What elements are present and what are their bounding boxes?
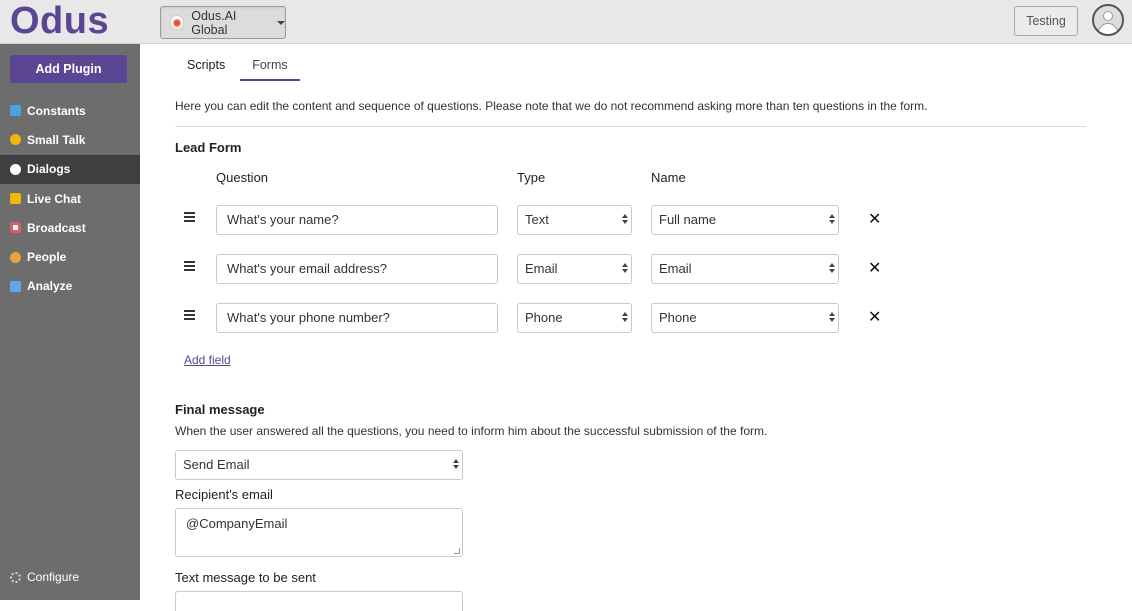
app-logo[interactable]: Odus xyxy=(10,0,110,42)
sidebar-item-label: Analyze xyxy=(27,279,73,294)
final-message-description: When the user answered all the questions, you need to inform him about the successful submission of the form. xyxy=(175,424,768,438)
type-select-value: Phone xyxy=(525,310,563,325)
sidebar-item-live-chat[interactable] xyxy=(0,184,140,213)
column-header-question: Question xyxy=(216,170,269,185)
people-icon xyxy=(10,252,21,263)
remove-row-icon[interactable]: ✕ xyxy=(868,260,882,277)
intro-text: Here you can edit the content and sequence of questions. Please note that we do not recommend asking more than ten questions in the form. xyxy=(175,99,928,113)
sidebar-item-label: Broadcast xyxy=(27,220,86,235)
envelope-heart-icon xyxy=(10,222,21,233)
name-select-value: Phone xyxy=(659,310,697,325)
type-select[interactable] xyxy=(517,205,632,235)
select-arrows-icon xyxy=(829,214,835,226)
question-input[interactable]: What's your name? xyxy=(216,205,498,235)
name-select-value: Email xyxy=(659,261,692,276)
name-select[interactable] xyxy=(651,205,839,235)
final-message-title: Final message xyxy=(175,402,265,417)
main-content xyxy=(140,44,1132,600)
text-message-label: Text message to be sent xyxy=(175,570,316,585)
handshake-icon xyxy=(10,193,21,204)
select-arrows-icon xyxy=(829,263,835,275)
recipient-email-label: Recipient's email xyxy=(175,487,273,502)
add-field-link[interactable]: Add field xyxy=(184,353,231,367)
waving-hand-icon xyxy=(10,134,21,145)
type-select-value: Text xyxy=(525,212,549,227)
final-action-value: Send Email xyxy=(183,457,250,472)
remove-row-icon[interactable]: ✕ xyxy=(868,211,882,228)
bar-chart-icon xyxy=(10,281,21,292)
workspace-selector[interactable] xyxy=(160,6,286,39)
sidebar-item-constants[interactable] xyxy=(0,96,140,125)
tab-forms[interactable]: Forms xyxy=(240,53,299,81)
sidebar xyxy=(0,44,140,600)
question-input[interactable]: What's your email address? xyxy=(216,254,498,284)
workspace-label: Odus.AI Global xyxy=(191,8,237,37)
column-header-type: Type xyxy=(517,170,546,185)
select-arrows-icon xyxy=(453,459,459,471)
caret-down-icon xyxy=(277,21,285,25)
select-arrows-icon xyxy=(829,312,835,324)
question-input[interactable]: What's your phone number? xyxy=(216,303,498,333)
info-icon xyxy=(10,105,21,116)
type-select[interactable] xyxy=(517,254,632,284)
sidebar-item-people[interactable] xyxy=(0,242,140,271)
sidebar-item-analyze[interactable] xyxy=(0,272,140,301)
sidebar-item-label: Dialogs xyxy=(27,162,71,177)
recipient-email-value: @CompanyEmail xyxy=(186,516,288,531)
configure-link[interactable] xyxy=(0,567,79,587)
divider xyxy=(175,126,1086,127)
sidebar-item-small-talk[interactable] xyxy=(0,125,140,154)
drag-handle-icon[interactable] xyxy=(184,212,195,222)
sidebar-item-dialogs[interactable] xyxy=(0,155,140,184)
sidebar-nav xyxy=(0,96,140,301)
sidebar-item-label: Live Chat xyxy=(27,191,82,206)
name-select[interactable] xyxy=(651,254,839,284)
sidebar-item-label: People xyxy=(27,250,67,265)
remove-row-icon[interactable]: ✕ xyxy=(868,309,882,326)
name-select-value: Full name xyxy=(659,212,717,227)
select-arrows-icon xyxy=(622,214,628,226)
sidebar-item-label: Constants xyxy=(27,103,86,118)
form-row xyxy=(175,303,882,333)
column-header-name: Name xyxy=(651,170,686,185)
type-select-value: Email xyxy=(525,261,558,276)
form-row xyxy=(175,254,882,284)
configure-label: Configure xyxy=(27,570,80,584)
select-arrows-icon xyxy=(622,263,628,275)
workspace-icon xyxy=(170,15,184,30)
gear-icon xyxy=(10,572,21,583)
speech-bubble-icon xyxy=(10,164,21,175)
name-select[interactable] xyxy=(651,303,839,333)
final-action-select[interactable] xyxy=(175,450,463,480)
drag-handle-icon[interactable] xyxy=(184,261,195,271)
sidebar-item-broadcast[interactable] xyxy=(0,213,140,242)
top-bar xyxy=(0,0,1132,44)
tab-bar xyxy=(175,53,303,81)
recipient-email-textarea[interactable] xyxy=(175,508,463,557)
text-message-textarea[interactable] xyxy=(175,591,463,611)
resize-handle-icon[interactable] xyxy=(454,548,460,554)
type-select[interactable] xyxy=(517,303,632,333)
drag-handle-icon[interactable] xyxy=(184,310,195,320)
user-avatar[interactable] xyxy=(1092,4,1124,36)
lead-form-title: Lead Form xyxy=(175,140,242,155)
form-row xyxy=(175,205,882,235)
add-plugin-button[interactable]: Add Plugin xyxy=(10,55,127,83)
select-arrows-icon xyxy=(622,312,628,324)
tab-scripts[interactable]: Scripts xyxy=(187,58,226,72)
testing-button[interactable]: Testing xyxy=(1014,6,1078,36)
sidebar-item-label: Small Talk xyxy=(27,132,86,147)
